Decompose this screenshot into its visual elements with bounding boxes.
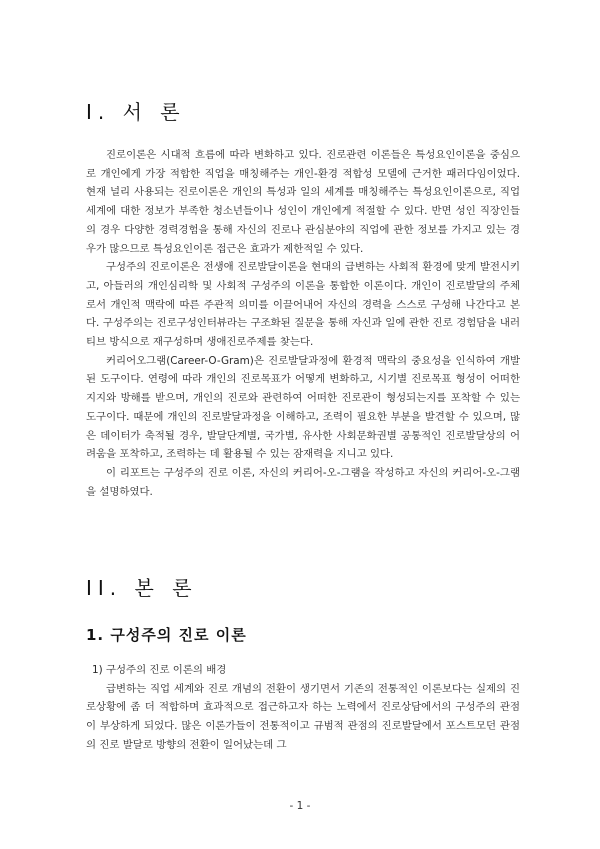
intro-paragraph-4: 이 리포트는 구성주의 진로 이론, 자신의 커리어-오-그램을 작성하고 자신의 커리어-오-그램을 설명하였다.: [86, 466, 520, 498]
introduction-text: [86, 146, 520, 501]
section-1-text: [86, 661, 520, 755]
heading-main-body: II. 본 론: [86, 576, 198, 600]
subsection-title: 1) 구성주의 진로 이론의 배경: [92, 664, 227, 676]
page-number: - 1 -: [289, 800, 311, 812]
heading-introduction: I. 서 론: [86, 100, 186, 124]
body-paragraph-1: 급변하는 직업 세계와 진로 개념의 전환이 생기면서 기존의 전통적인 이론보다는 실제의 진로상황에 좀 더 적합하며 효과적으로 접근하고자 하는 노력에서 진로상담에서의 구성주의 관점이 부상하게 되었다. 많은 이론가들이 전통적이고 규범적 관점의 진로발달에서 포스트모던 관점의 진로 발달로 방향의 전환이 일어났는데 그: [86, 682, 520, 751]
intro-paragraph-1: 진로이론은 시대적 흐름에 따라 변화하고 있다. 진로관련 이론들은 특성요인이론을 중심으로 개인에게 가장 적합한 직업을 매칭해주는 개인-환경 적합성 모델에 근거한 패러다임이었다. 현재 널리 사용되는 진로이론은 개인의 특성과 일의 세계를 매칭해주는 특성요인이론으로, 직업세계에 대한 정보가 부족한 청소년들이나 성인이 개인에게 적절할 수 있다. 반면 성인 직장인들의 경우 다양한 경력경험을 통해 자신의 진로나 관심분야의 직업에 관한 정보를 가지고 있는 경우가 많으므로 특성요인이론 접근은 효과가 제한적일 수 있다.: [86, 149, 520, 255]
intro-paragraph-2: 구성주의 진로이론은 전생애 진로발달이론을 현대의 급변하는 사회적 환경에 맞게 발전시키고, 아들러의 개인심리학 및 사회적 구성주의 이론을 통합한 이론이다. 개인이 진로발달의 주체로서 개인적 맥락에 따른 주관적 의미를 이끌어내어 자신의 경력을 스스로 구성해 나간다고 본다. 구성주의는 진로구성인터뷰라는 구조화된 질문을 통해 자신과 일에 관한 진로 경험담을 내러티브 방식으로 재구성하며 생애진로주제를 찾는다.: [86, 261, 520, 349]
section-title-constructivist-theory: 1. 구성주의 진로 이론: [86, 626, 247, 644]
intro-paragraph-3: 커리어오그램(Career-O-Gram)은 진로발달과정에 환경적 맥락의 중요성을 인식하여 개발된 도구이다. 연령에 따라 개인의 진로목표가 어떻게 변화하고, 시기별 진로목표 형성이 어떠한 지지와 방해를 받으며, 개인의 진로와 관련하여 어떠한 진로관이 형성되는지를 포착할 수 있는 도구이다. 때문에 개인의 진로발달과정을 이해하고, 조력이 필요한 부분을 발견할 수 있으며, 많은 데이터가 축적될 경우, 발달단계별, 국가별, 유사한 사회문화권별 공통적인 진로발달상의 어려움을 포착하고, 조력하는 데 활용될 수 있는 잠재력을 지니고 있다.: [86, 354, 520, 461]
